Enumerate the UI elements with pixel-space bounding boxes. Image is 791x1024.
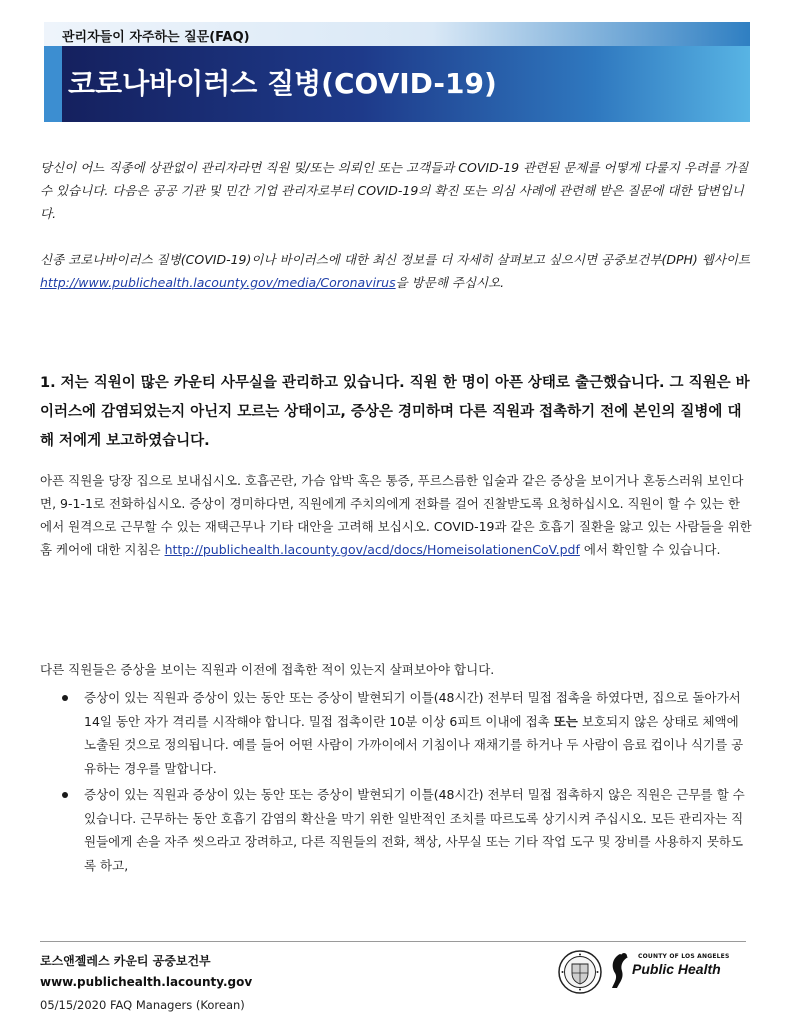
list-item [40,783,752,877]
bullet-2-text: 증상이 있는 직원과 증상이 있는 동안 또는 증상이 발현되기 이틀(48시간) 전부터 밀접 접촉하지 않은 직원은 근무를 할 수 있습니다. 근무하는 동안 호흡기 감염의 확산을 막기 위한 일반적인 조치를 따르도록 상기시켜 주십시오. 모든 관리자는 직원들에게 손을 자주 씻으라고 장려하고, 다른 직원들의 전화, 책상, 사무실 또는 기타 작업 도구 및 장비를 사용하지 못하도록 하고, [84,787,745,873]
answer-text: 아픈 직원을 당장 집으로 보내십시오. 호흡곤란, 가슴 압박 혹은 통증, 푸르스름한 입술과 같은 증상을 보이거나 혼동스러워 보인다면, 9-1-1로 전화하십시오. 증상이 경미하다면, 직원에게 주치의에게 전화를 걸어 진찰받도록 요청하십시오. 직원이 할 수 있는 한에서 원격으로 근무할 수 있는 재택근무나 기타 대안을 고려해 보십시오. COVID-19과 같은 호흡기 질환을 앓고 있는 사람들을 위한 홈 케어에 대한 지침은 [40,473,752,557]
logo-public-health-text: Public Health [632,961,721,977]
intro-website-text: 신종 코로나바이러스 질병(COVID-19)이나 바이러스에 대한 최신 정보를 더 자세히 살펴보고 싶으시면 공중보건부(DPH) 웹사이트 [40,252,751,267]
contact-check-intro: 다른 직원들은 증상을 보이는 직원과 이전에 접촉한 적이 있는지 살펴보아야 합니다. [40,662,495,677]
question-1-heading: 1. 저는 직원이 많은 카운티 사무실을 관리하고 있습니다. 직원 한 명이 아픈 상태로 출근했습니다. 그 직원은 바이러스에 감염되었는지 아닌지 모르는 상태이고, 증상은 경미하며 다른 직원과 접촉하기 전에 본인의 질병에 대해 저에게 보고하였습니다. [40,375,750,449]
logo-county-text: COUNTY OF LOS ANGELES [638,953,730,960]
home-isolation-guidance-link[interactable]: http://publichealth.lacounty.gov/acd/docs/HomeisolationenCoV.pdf [164,542,580,557]
public-health-emblem-icon [608,951,632,991]
bullet-1-emphasis: 또는 [553,713,578,729]
bullet-dot-icon [62,695,68,701]
contact-bullet-list [40,686,752,880]
footer-website: www.publichealth.lacounty.gov [40,975,253,989]
header-kicker-bar [44,22,750,46]
county-seal-icon [558,950,602,994]
bullet-1-text-end: 보호되지 않은 상태로 체액에 노출된 것으로 정의됩니다. 예를 들어 어떤 사람이 가까이에서 기침이나 재채기를 하거나 두 사람이 음료 컵이나 식기를 공유하는 경우를 말합니다. [84,713,744,776]
footer-divider [40,941,746,942]
list-item [40,686,752,780]
bullet-dot-icon [62,792,68,798]
banner-accent-stripe [44,46,62,122]
bullet-1-text: 증상이 있는 직원과 증상이 있는 동안 또는 증상이 발현되기 이틀(48시간) 전부터 밀접 접촉을 하였다면, 집으로 돌아가서 14일 동안 자가 격리를 시작해야 합니다. 밀접 접촉이란 10분 이상 6피트 이내에 접촉 [84,690,741,729]
header-banner [44,22,750,122]
footer-date-line: 05/15/2020 FAQ Managers (Korean) [40,998,245,1012]
public-health-logo [608,951,730,991]
page-title: 코로나바이러스 질병(COVID-19) [68,67,497,100]
answer-text-end: 에서 확인할 수 있습니다. [579,542,721,557]
question-1-answer [40,469,752,561]
coronavirus-page-link[interactable]: http://www.publichealth.lacounty.gov/media/Coronavirus [40,275,396,290]
intro-website-paragraph [40,248,752,294]
faq-kicker: 관리자들이 자주하는 질문(FAQ) [62,30,250,45]
footer-organization: 로스앤젤레스 카운티 공중보건부 [40,954,211,968]
intro-paragraph: 당신이 어느 직종에 상관없이 관리자라면 직원 및/또는 의뢰인 또는 고객들과 COVID-19 관련된 문제를 어떻게 다룰지 우려를 가질 수 있습니다. 다음은 공공 기관 및 민간 기업 관리자로부터 COVID-19의 확진 또는 의심 사례에 관련해 받은 질문에 대한 답변입니다. [40,160,749,221]
intro-website-text-end: 을 방문해 주십시오. [395,275,505,290]
